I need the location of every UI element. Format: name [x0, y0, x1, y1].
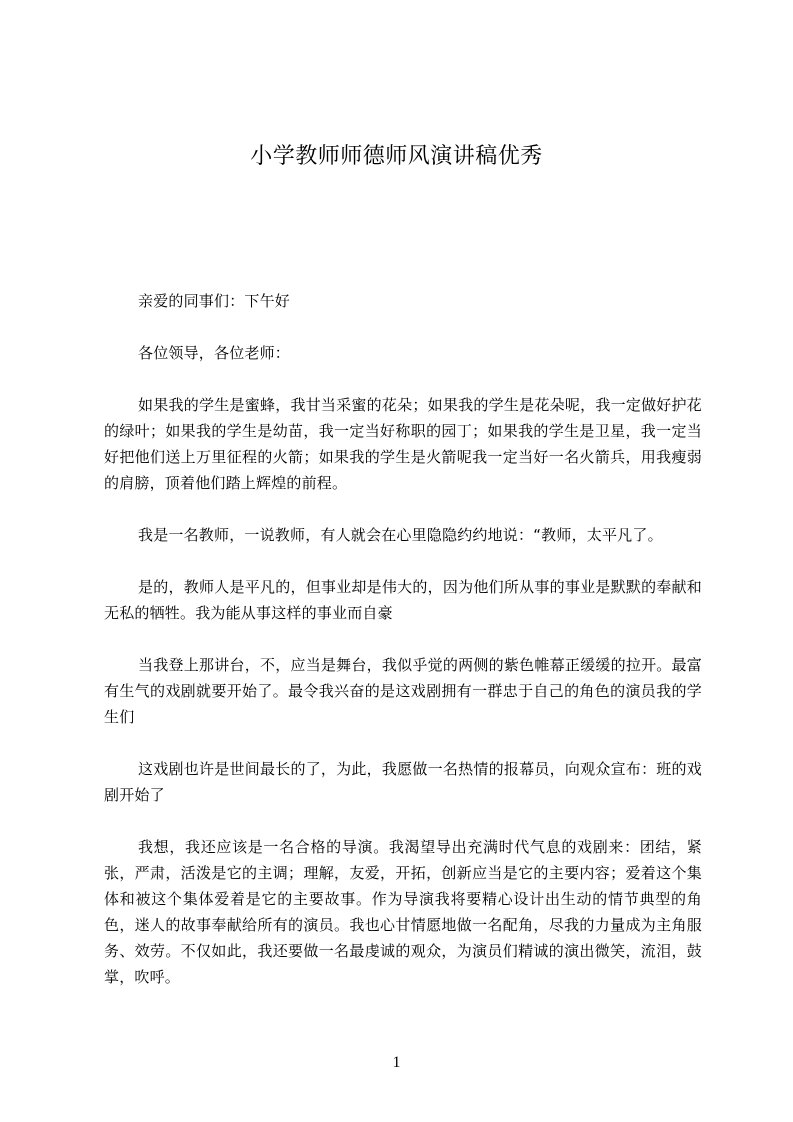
body-paragraph: 这戏剧也许是世间最长的了，为此，我愿做一名热情的报幕员，向观众宣布：班的戏剧开始了 — [104, 760, 702, 804]
greeting-paragraph: 亲爱的同事们：下午好 — [138, 292, 291, 310]
body-paragraph: 是的，教师人是平凡的，但事业却是伟大的，因为他们所从事的事业是默默的奉献和无私的牺牲。我为能从事这样的事业而自豪 — [104, 578, 702, 622]
salutation-paragraph: 各位领导，各位老师： — [138, 344, 291, 362]
body-paragraph: 我是一名教师，一说教师，有人就会在心里隐隐约约地说：“教师，太平凡了。 — [138, 526, 663, 544]
body-paragraph: 当我登上那讲台，不，应当是舞台，我似乎觉的两侧的紫色帷幕正缓缓的拉开。最富有生气的戏剧就要开始了。最令我兴奋的是这戏剧拥有一群忠于自己的角色的演员我的学生们 — [104, 656, 702, 726]
body-paragraph: 如果我的学生是蜜蜂，我甘当采蜜的花朵；如果我的学生是花朵呢，我一定做好护花的绿叶；如果我的学生是幼苗，我一定当好称职的园丁；如果我的学生是卫星，我一定当好把他们送上万里征程的火箭；如果我的学生是火箭呢我一定当好一名火箭兵，用我瘦弱的肩膀，顶着他们踏上辉煌的前程。 — [104, 396, 702, 492]
page-number: 1 — [392, 1054, 401, 1071]
document-body — [104, 288, 702, 990]
body-paragraph: 我想，我还应该是一名合格的导演。我渴望导出充满时代气息的戏剧来：团结，紧张，严肃，活泼是它的主调；理解，友爱，开拓，创新应当是它的主要内容；爱着这个集体和被这个集体爱着是它的主要故事。作为导演我将要精心设计出生动的情节典型的角色，迷人的故事奉献给所有的演员。我也心甘情愿地做一名配角，尽我的力量成为主角服务、效劳。不仅如此，我还要做一名最虔诚的观众，为演员们精诚的演出微笑，流泪，鼓掌，吹呼。 — [104, 838, 702, 986]
document-title: 小学教师师德师风演讲稿优秀 — [250, 144, 543, 169]
